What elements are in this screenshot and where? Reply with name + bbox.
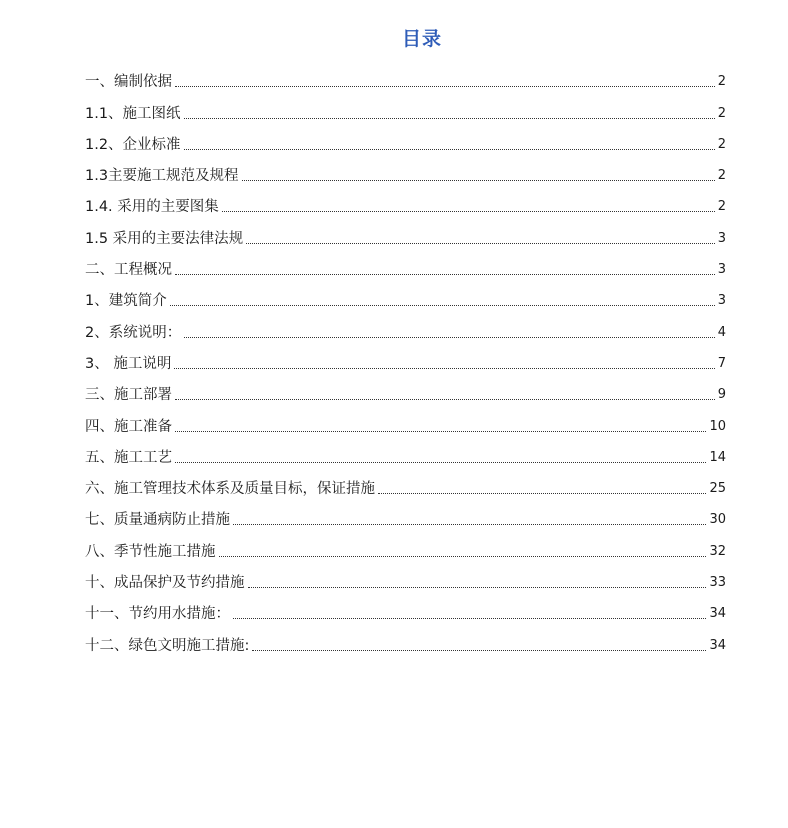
toc-entry-page: 2 bbox=[717, 136, 726, 152]
toc-leader-dots bbox=[174, 368, 714, 369]
toc-entry-label: 2、系统说明： bbox=[85, 324, 182, 341]
toc-entry-page: 4 bbox=[717, 324, 726, 340]
toc-entry-page: 2 bbox=[717, 105, 726, 121]
toc-leader-dots bbox=[175, 462, 706, 463]
toc-leader-dots bbox=[184, 149, 715, 150]
toc-entry-label: 1、建筑简介 bbox=[85, 293, 167, 310]
toc-leader-dots bbox=[184, 337, 714, 338]
toc-entry-page: 34 bbox=[709, 637, 726, 653]
toc-leader-dots bbox=[175, 431, 706, 432]
toc-entry[interactable] bbox=[85, 344, 726, 375]
toc-leader-dots bbox=[184, 118, 715, 119]
toc-entry[interactable] bbox=[85, 93, 726, 124]
toc-entry-page: 33 bbox=[709, 575, 726, 591]
toc-leader-dots bbox=[175, 274, 715, 275]
toc-entry[interactable] bbox=[85, 250, 726, 281]
toc-entry-label: 1.2、企业标准 bbox=[85, 136, 181, 153]
toc-leader-dots bbox=[222, 211, 715, 212]
toc-entry-page: 9 bbox=[717, 387, 726, 403]
toc-entry-page: 2 bbox=[717, 168, 726, 184]
toc-entry[interactable] bbox=[85, 218, 726, 249]
toc-leader-dots bbox=[252, 650, 706, 651]
toc-entry-page: 2 bbox=[717, 199, 726, 215]
toc-entry-page: 14 bbox=[709, 449, 726, 465]
toc-leader-dots bbox=[219, 556, 707, 557]
toc-list bbox=[85, 62, 726, 657]
toc-entry[interactable] bbox=[85, 187, 726, 218]
toc-entry-page: 3 bbox=[717, 262, 726, 278]
toc-entry-label: 3、 施工说明 bbox=[85, 355, 172, 372]
toc-entry-label: 五、施工工艺 bbox=[85, 449, 172, 466]
toc-entry[interactable] bbox=[85, 438, 726, 469]
toc-leader-dots bbox=[233, 524, 706, 525]
toc-entry-label: 二、工程概况 bbox=[85, 262, 172, 279]
toc-entry-label: 四、施工准备 bbox=[85, 418, 172, 435]
toc-entry[interactable] bbox=[85, 62, 726, 93]
toc-entry-label: 六、施工管理技术体系及质量目标，保证措施 bbox=[85, 481, 375, 498]
toc-entry-label: 三、施工部署 bbox=[85, 387, 172, 404]
toc-entry-label: 1.4. 采用的主要图集 bbox=[85, 199, 219, 216]
toc-entry[interactable] bbox=[85, 625, 726, 656]
toc-entry-page: 2 bbox=[717, 74, 726, 90]
toc-leader-dots bbox=[175, 399, 715, 400]
toc-entry[interactable] bbox=[85, 156, 726, 187]
toc-entry[interactable] bbox=[85, 281, 726, 312]
toc-entry-page: 32 bbox=[709, 543, 726, 559]
toc-entry-label: 一、编制依据 bbox=[85, 74, 172, 91]
toc-entry[interactable] bbox=[85, 594, 726, 625]
toc-leader-dots bbox=[170, 305, 715, 306]
toc-entry[interactable] bbox=[85, 469, 726, 500]
toc-entry[interactable] bbox=[85, 531, 726, 562]
toc-title: 目录 bbox=[401, 28, 442, 50]
toc-entry-page: 34 bbox=[709, 606, 726, 622]
toc-entry-page: 10 bbox=[709, 418, 726, 434]
toc-entry-label: 十、成品保护及节约措施 bbox=[85, 575, 245, 592]
toc-entry-label: 七、质量通病防止措施 bbox=[85, 512, 230, 529]
toc-entry[interactable] bbox=[85, 125, 726, 156]
toc-entry[interactable] bbox=[85, 406, 726, 437]
toc-entry[interactable] bbox=[85, 563, 726, 594]
toc-leader-dots bbox=[175, 86, 715, 87]
toc-leader-dots bbox=[233, 618, 706, 619]
toc-entry-label: 十一、节约用水措施： bbox=[85, 606, 230, 623]
toc-entry-label: 十二、绿色文明施工措施: bbox=[85, 637, 250, 654]
toc-leader-dots bbox=[246, 243, 715, 244]
toc-entry-page: 7 bbox=[717, 355, 726, 371]
toc-entry[interactable] bbox=[85, 312, 726, 343]
toc-entry-label: 1.5 采用的主要法律法规 bbox=[85, 230, 244, 247]
toc-leader-dots bbox=[242, 180, 715, 181]
toc-leader-dots bbox=[378, 493, 706, 494]
toc-entry-page: 3 bbox=[717, 230, 726, 246]
toc-entry-page: 25 bbox=[709, 481, 726, 497]
toc-entry-label: 八、季节性施工措施 bbox=[85, 543, 216, 560]
toc-entry-label: 1.3主要施工规范及规程 bbox=[85, 168, 239, 185]
toc-entry-page: 30 bbox=[709, 512, 726, 528]
toc-entry[interactable] bbox=[85, 500, 726, 531]
toc-entry-page: 3 bbox=[717, 293, 726, 309]
toc-entry[interactable] bbox=[85, 375, 726, 406]
toc-entry-label: 1.1、施工图纸 bbox=[85, 105, 181, 122]
toc-leader-dots bbox=[248, 587, 707, 588]
